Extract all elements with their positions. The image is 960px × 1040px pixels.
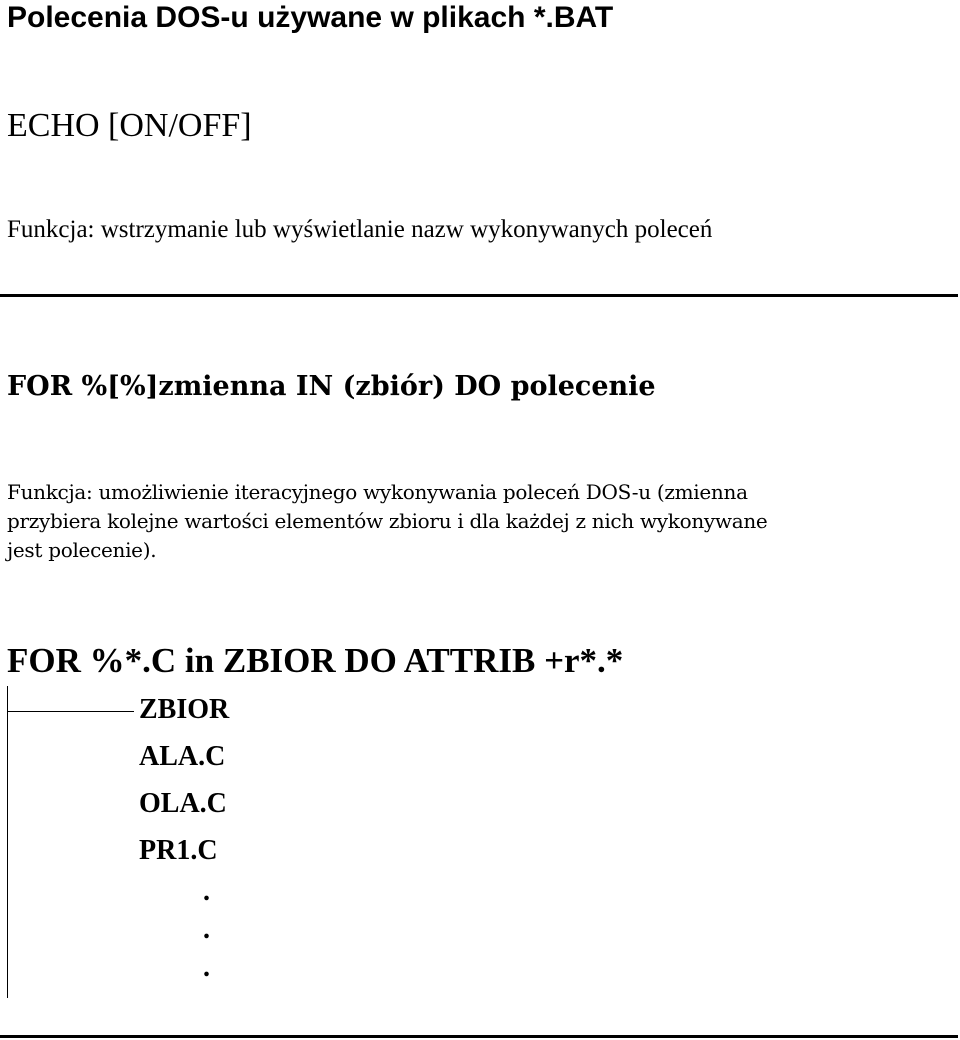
tree-vertical-line — [7, 686, 8, 998]
tree-ellipsis-dot: . — [203, 914, 210, 945]
tree-branch-line — [7, 711, 134, 712]
for-description-line: jest polecenie). — [7, 538, 157, 562]
tree-item: ALA.C — [139, 741, 226, 772]
for-description-line: przybiera kolejne wartości elementów zbioru i dla każdej z nich wykonywane — [7, 509, 768, 533]
page-title: Polecenia DOS-u używane w plikach *.BAT — [7, 1, 614, 34]
bottom-divider — [0, 1035, 958, 1038]
echo-command-heading: ECHO [ON/OFF] — [7, 107, 252, 144]
for-description — [7, 478, 959, 565]
tree-item: OLA.C — [139, 788, 227, 819]
section-divider — [0, 294, 958, 297]
tree-item: PR1.C — [139, 835, 218, 866]
tree-ellipsis-dot: . — [203, 952, 210, 983]
for-command-syntax: FOR %[%]zmienna IN (zbiór) DO polecenie — [7, 371, 656, 402]
echo-description: Funkcja: wstrzymanie lub wyświetlanie nazw wykonywanych poleceń — [7, 216, 713, 243]
tree-set-label: ZBIOR — [139, 694, 230, 725]
tree-ellipsis-dot: . — [203, 876, 210, 907]
for-description-line: Funkcja: umożliwienie iteracyjnego wykonywania poleceń DOS-u (zmienna — [7, 480, 748, 504]
for-example-command: FOR %*.C in ZBIOR DO ATTRIB +r*.* — [7, 641, 624, 680]
